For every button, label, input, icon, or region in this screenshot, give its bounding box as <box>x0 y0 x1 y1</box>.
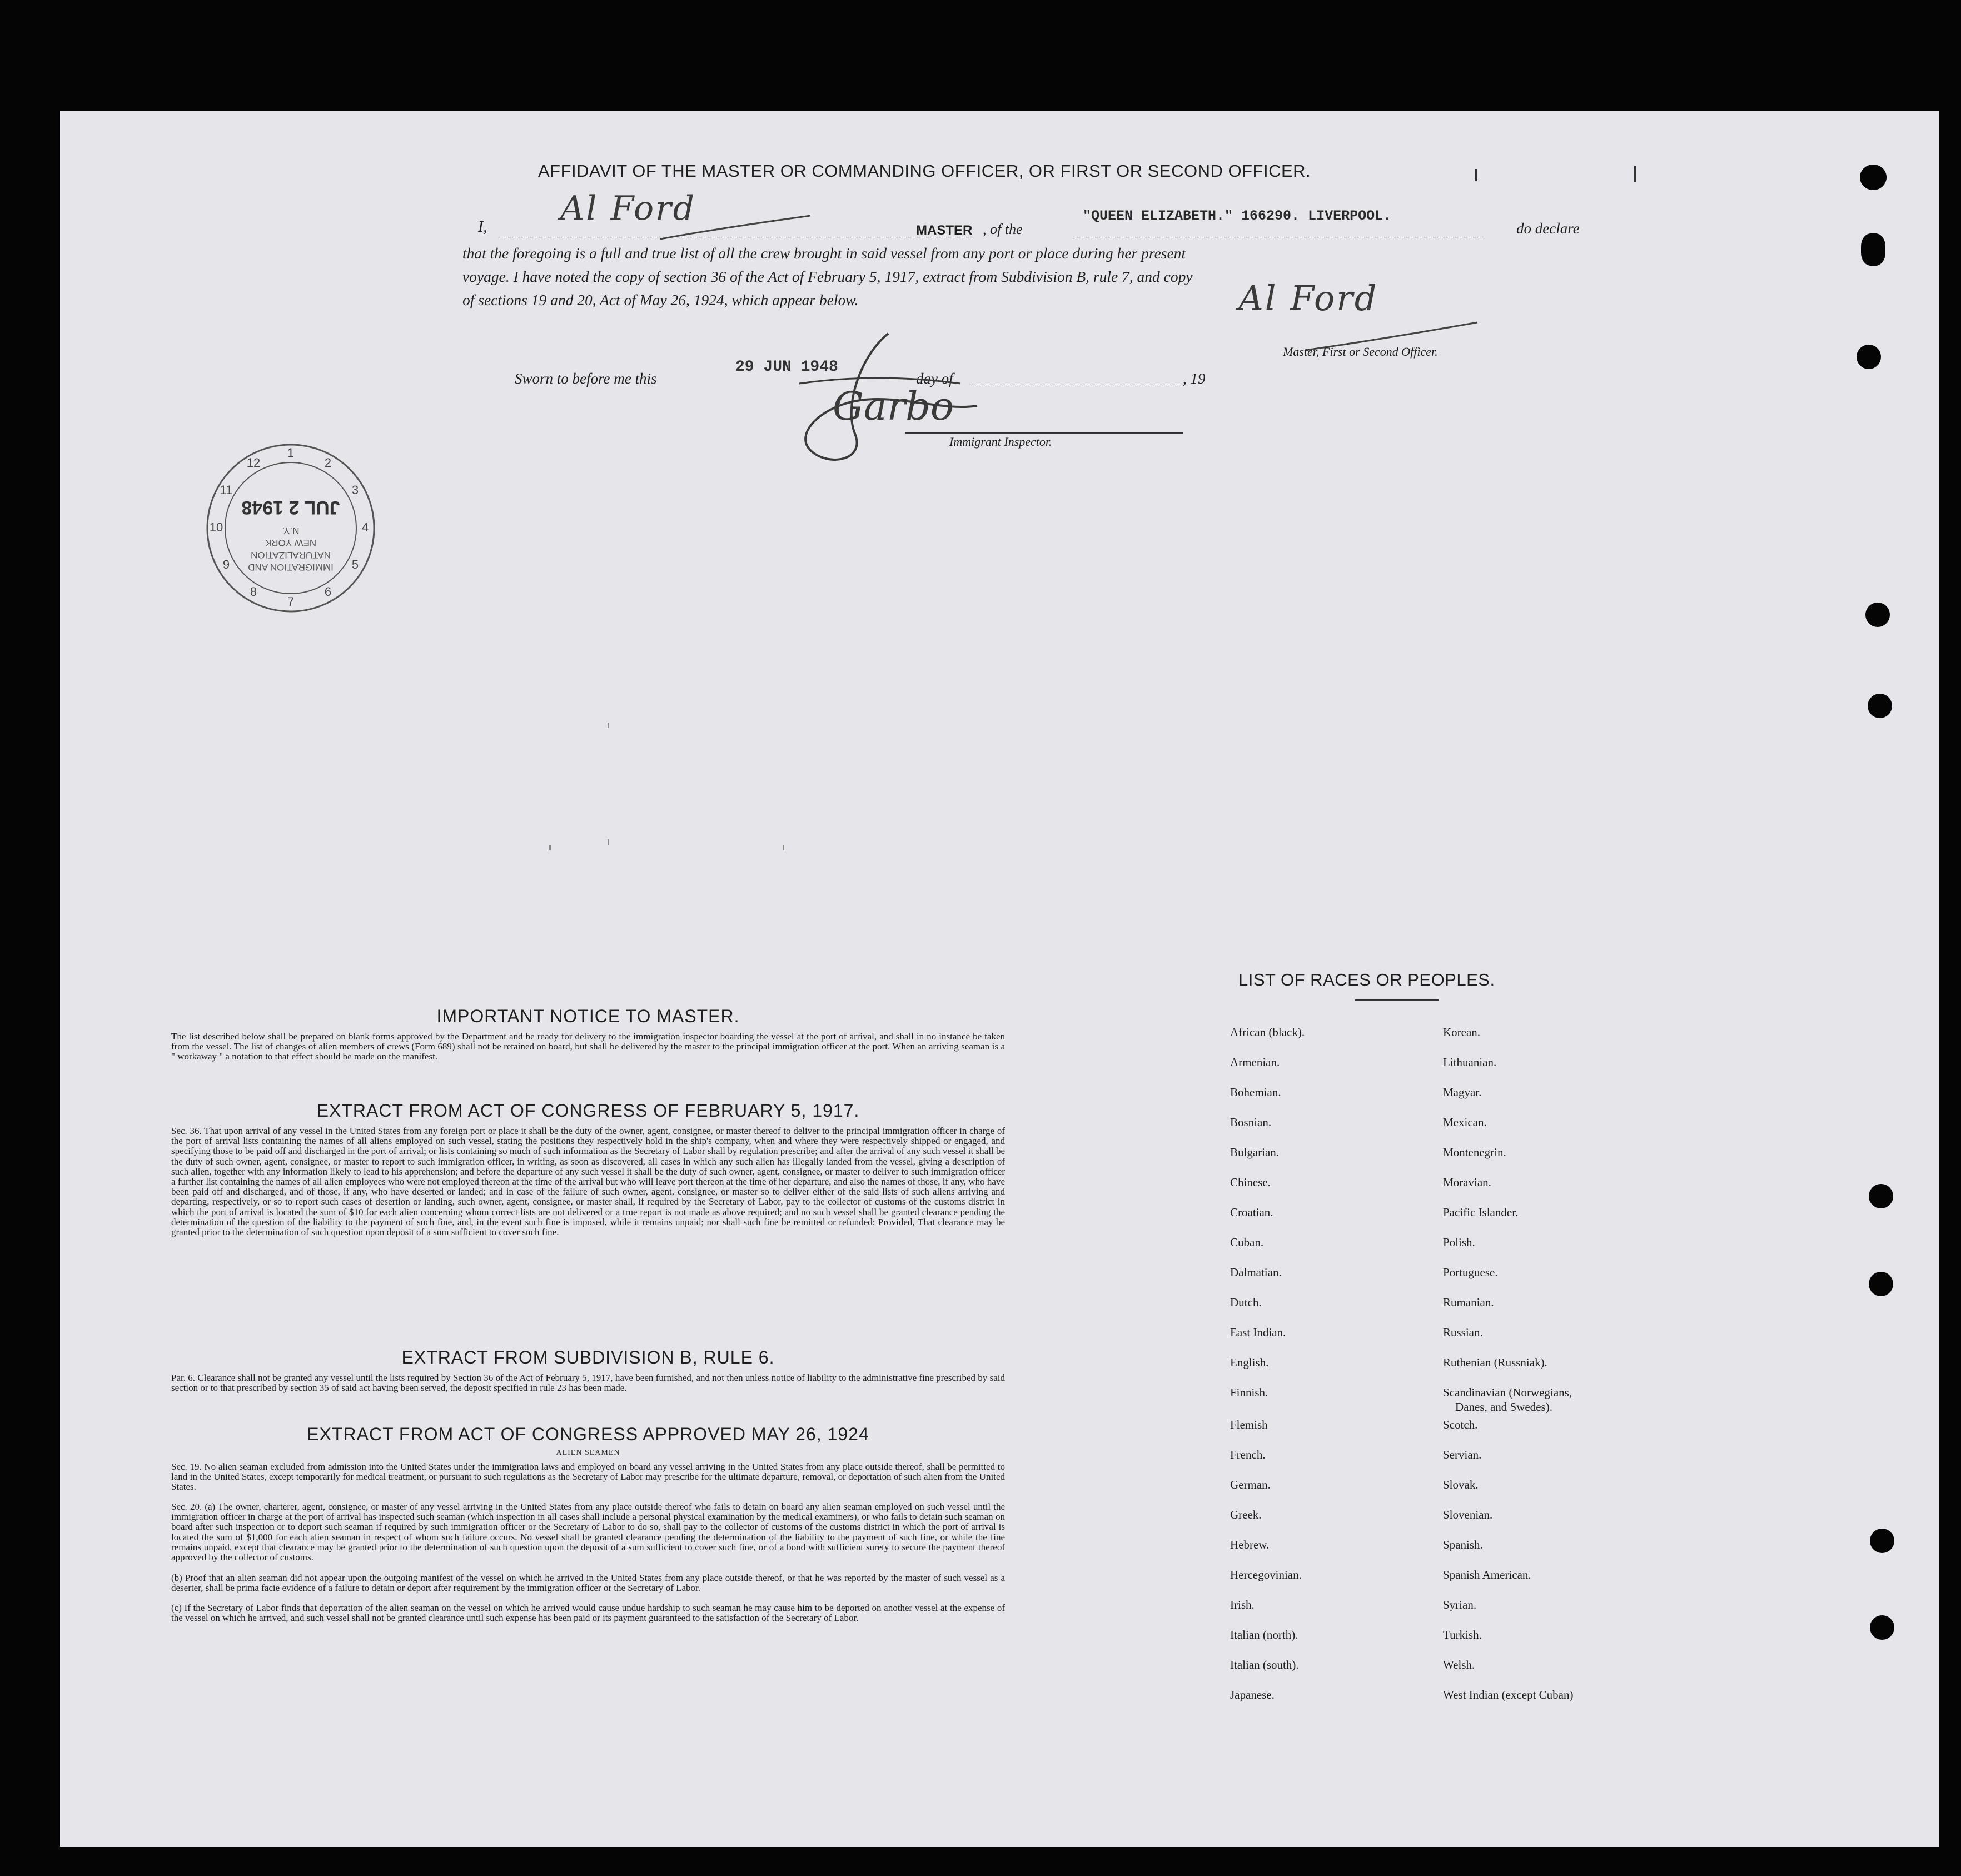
signature-flourish <box>777 322 988 472</box>
receipt-stamp <box>202 439 380 617</box>
race-item: French. <box>1230 1448 1266 1461</box>
race-item: Spanish. <box>1443 1538 1483 1551</box>
race-item: Greek. <box>1230 1508 1262 1521</box>
race-item: Mexican. <box>1443 1116 1487 1129</box>
race-item: Scandinavian (Norwegians, <box>1443 1386 1572 1399</box>
race-item: West Indian (except Cuban) <box>1443 1688 1574 1701</box>
extract-1924-sec19: Sec. 19. No alien seaman excluded from admission into the United States under the immigration laws and employed on board any vessel arriving in the United States from any place outside thereof, shall be permitted to land in the United States, except temporarily for medical treatment, or pursuant to such regulations as the Secretary of Labor may prescribe for the ultimate departure, removal, or deportation of such alien from the United States. <box>171 1461 1005 1492</box>
binder-hole <box>1869 1184 1893 1208</box>
binder-hole <box>1865 603 1890 627</box>
stamp-line-4: N.Y. <box>282 525 300 536</box>
officer-signature: Al Ford <box>1238 278 1378 319</box>
faint-tick <box>608 723 609 728</box>
inspector-line <box>905 432 1183 434</box>
extract-1924-sec20a: Sec. 20. (a) The owner, charterer, agent, consignee, or master of any vessel arriving in the United States from any place outside thereof who fails to detain on board any alien seaman employed on such vessel until the immigration officer in charge at the port of arrival has inspected such seaman (which inspection in all cases shall include a personal physical examination by the medical examiners), or who fails to detain such seaman on board after such inspection or to deport such seaman if required by such immigration officer or the Secretary of Labor to do so, shall pay to the collector of customs of the customs district in which the port of arrival is located the sum of $1,000 for each alien seaman in respect of whom such failure occurs. No vessel shall be granted clearance pending the determination of the liability to the payment of such fine, or while the fine remains unpaid, except that clearance may be granted prior to the determination of such question upon the deposit of a sum sufficient to cover such fine, or of a bond with sufficient surety to secure the payment thereof approved by the collector of customs. <box>171 1501 1005 1563</box>
race-item: Slovak. <box>1443 1478 1479 1491</box>
race-item: Korean. <box>1443 1026 1481 1039</box>
race-item: Syrian. <box>1443 1598 1477 1611</box>
stamp-ring-number: 2 <box>324 455 332 470</box>
declare-text: do declare <box>1516 220 1580 237</box>
race-item: Slovenian. <box>1443 1508 1493 1521</box>
stamp-line-2: NATURALIZATION <box>251 550 331 560</box>
vessel-name-stamp: "QUEEN ELIZABETH." 166290. LIVERPOOL. <box>1083 208 1392 224</box>
race-item-continuation: Danes, and Swedes). <box>1455 1400 1552 1414</box>
binder-hole <box>1860 165 1887 190</box>
race-item: African (black). <box>1230 1026 1305 1039</box>
statement-line-3: of sections 19 and 20, Act of May 26, 1924, which appear below. <box>462 291 859 308</box>
races-title-rule <box>1355 999 1439 1001</box>
subdivision-title: EXTRACT FROM SUBDIVISION B, RULE 6. <box>401 1347 775 1367</box>
race-item: Hebrew. <box>1230 1538 1270 1551</box>
race-item: Italian (north). <box>1230 1628 1298 1641</box>
faint-tick <box>549 845 551 850</box>
stamp-ring-number: 4 <box>361 520 369 534</box>
binder-hole <box>1870 1529 1894 1553</box>
stamp-line-3: NEW YORK <box>265 538 317 548</box>
extract-1924-sec20c: (c) If the Secretary of Labor finds that deportation of the alien seaman on the vessel on which he arrived would cause undue hardship to such seaman he may cause him to be deported on another vessel at the expense of the vessel on which he arrived, and such vessel shall not be granted clearance until such expense has been paid or its payment guaranteed to the satisfaction of the Secretary of Labor. <box>171 1603 1005 1624</box>
signature-stroke <box>655 211 822 245</box>
races-title: LIST OF RACES OR PEOPLES. <box>1238 970 1495 989</box>
subdivision-body: Par. 6. Clearance shall not be granted any vessel until the lists required by Section 36 of the Act of February 5, 1917, have been furnished, and not then unless notice of liability to the administrative fine prescribed by said section or to that prescribed by section 35 of said act having been served, the deposit specified in rule 23 has been made. <box>171 1372 1005 1394</box>
binder-hole <box>1861 233 1885 266</box>
race-item: Servian. <box>1443 1448 1482 1461</box>
race-item: Japanese. <box>1230 1688 1275 1701</box>
statement-line-2: voyage. I have noted the copy of section 36 of the Act of February 5, 1917, extract from Subdivision B, rule 7, and copy <box>462 268 1193 285</box>
stamp-ring-number: 9 <box>222 558 230 571</box>
race-item: Finnish. <box>1230 1386 1268 1399</box>
race-item: Bulgarian. <box>1230 1146 1280 1159</box>
faint-tick <box>783 845 784 850</box>
race-item: East Indian. <box>1230 1326 1286 1339</box>
race-item: Pacific Islander. <box>1443 1206 1519 1219</box>
race-item: Bosnian. <box>1230 1116 1272 1129</box>
race-item: Scotch. <box>1443 1418 1478 1431</box>
master-name-signature: Al Ford <box>560 189 696 228</box>
pronoun-i: I, <box>478 218 487 236</box>
race-item: Polish. <box>1443 1236 1475 1249</box>
race-item: Montenegrin. <box>1443 1146 1506 1159</box>
race-item: Ruthenian (Russniak). <box>1443 1356 1547 1369</box>
sworn-date-stamp: 29 JUN 1948 <box>735 359 838 376</box>
stamp-ring-number: 7 <box>287 595 295 609</box>
receipt-stamp-text <box>202 439 380 617</box>
margin-tick <box>1475 169 1477 181</box>
statement-line-1: that the foregoing is a full and true list of all the crew brought in said vessel from any port or place during her present <box>462 245 1186 262</box>
race-item: Croatian. <box>1230 1206 1273 1219</box>
race-item: Rumanian. <box>1443 1296 1494 1309</box>
year-prefix: , 19 <box>1183 370 1206 387</box>
extract-1924-subtitle: ALIEN SEAMEN <box>556 1449 620 1457</box>
race-item: English. <box>1230 1356 1269 1369</box>
master-label: MASTER <box>916 223 973 238</box>
race-item: Cuban. <box>1230 1236 1264 1249</box>
extract-1924-sec20b: (b) Proof that an alien seaman did not appear upon the outgoing manifest of the vessel on which he arrived in the United States from any place outside thereof, or that he was reported by the master of such vessel as a deserter, shall be prima facie evidence of a failure to detain or deport after requirement by the immigration officer or the Secretary of Labor. <box>171 1573 1005 1594</box>
stamp-ring-number: 12 <box>246 455 261 470</box>
extract-1917-title: EXTRACT FROM ACT OF CONGRESS OF FEBRUARY 5, 1917. <box>316 1101 860 1121</box>
binder-hole <box>1868 694 1892 718</box>
stamp-ring-number: 1 <box>287 446 295 460</box>
stamp-date: JUL 2 1948 <box>241 497 340 518</box>
race-item: Spanish American. <box>1443 1568 1531 1581</box>
notice-body: The list described below shall be prepared on blank forms approved by the Department and be ready for delivery to the immigration inspector boarding the vessel at the port of arrival, and shall in no instance be taken from the vessel. The list of changes of alien members of crews (Form 689) shall not be retained on board, but shall be delivered by the master to the principal immigration officer at the port. When an arriving seaman is a " workaway " a notation to that effect should be made on the manifest. <box>171 1031 1005 1062</box>
race-item: Armenian. <box>1230 1056 1280 1069</box>
race-item: Irish. <box>1230 1598 1255 1611</box>
race-item: Bohemian. <box>1230 1086 1281 1099</box>
form-sheet <box>60 111 1939 1847</box>
race-item: Dalmatian. <box>1230 1266 1282 1279</box>
binder-hole <box>1857 345 1881 369</box>
race-item: Flemish <box>1230 1418 1268 1431</box>
notice-title: IMPORTANT NOTICE TO MASTER. <box>436 1006 740 1026</box>
race-item: Hercegovinian. <box>1230 1568 1302 1581</box>
race-item: Turkish. <box>1443 1628 1482 1641</box>
race-item: Welsh. <box>1443 1658 1475 1671</box>
stamp-ring-number: 5 <box>351 558 359 571</box>
extract-1924-title: EXTRACT FROM ACT OF CONGRESS APPROVED MAY 26, 1924 <box>307 1424 869 1444</box>
race-item: Portuguese. <box>1443 1266 1498 1279</box>
race-item: Dutch. <box>1230 1296 1262 1309</box>
officer-caption: Master, First or Second Officer. <box>1283 345 1438 359</box>
margin-tick <box>1634 166 1636 182</box>
sworn-text: Sworn to before me this <box>515 370 657 387</box>
race-item: Italian (south). <box>1230 1658 1299 1671</box>
stamp-line-1: IMMIGRATION AND <box>248 562 334 573</box>
binder-hole <box>1870 1615 1894 1640</box>
race-item: Chinese. <box>1230 1176 1271 1189</box>
race-item: Magyar. <box>1443 1086 1482 1099</box>
faint-tick <box>608 839 609 845</box>
affidavit-title: AFFIDAVIT OF THE MASTER OR COMMANDING OFFICER, OR FIRST OR SECOND OFFICER. <box>538 161 1311 181</box>
inspector-caption: Immigrant Inspector. <box>949 435 1052 449</box>
stamp-ring-number: 11 <box>220 483 233 497</box>
stamp-ring-number: 3 <box>351 483 359 497</box>
race-item: German. <box>1230 1478 1271 1491</box>
race-item: Russian. <box>1443 1326 1483 1339</box>
stamp-ring-number: 6 <box>324 585 332 599</box>
stamp-ring-number: 10 <box>209 520 223 534</box>
stamp-ring-number: 8 <box>250 585 257 599</box>
of-the-text: , of the <box>983 221 1023 237</box>
binder-hole <box>1869 1272 1893 1296</box>
day-of-text: day of <box>916 370 953 387</box>
inspector-signature: Garbo <box>833 384 954 429</box>
extract-1917-body: Sec. 36. That upon arrival of any vessel in the United States from any foreign port or place it shall be the duty of the owner, agent, consignee, or master thereof to deliver to the principal immigration officer in charge of the port of arrival lists containing the names of all aliens employed on such vessel, stating the positions they respectively hold in the ship's company, when and where they were respectively shipped or engaged, and specifying those to be paid off and discharged in the port of arrival; or lists containing so much of such information as the Secretary of Labor shall by regulation prescribe; and after the arrival of any such vessel it shall be the duty of such owner, agent, consignee, or master to report to such immigration officer, in writing, as soon as discovered, all cases in which any such alien has illegally landed from the vessel, giving a description of such alien, together with any information likely to lead to his apprehension; and before the departure of any such vessel it shall be the duty of such owner, agent, consignee, or master to deliver to such immigration officer a further list containing the names of all alien employees who were not employed thereon at the time of the arrival but who will leave port thereon at the time of her departure, and also the names of those, if any, who have been paid off and discharged, and of those, if any, who have deserted or landed; and in case of the failure of such owner, agent, consignee, or master so to deliver either of the said lists of such aliens arriving and departing, respectively, or so to report such cases of desertion or landing, such owner, agent, consignee, or master shall, if required by the Secretary of Labor, pay to the collector of customs of the customs district in which the port of arrival is located the sum of $10 for each alien concerning whom correct lists are not delivered or a true report is not made as above required; and no such vessel shall be granted clearance pending the determination of the question of the liability to the payment of such fine, and, in the event such fine is imposed, while it remains unpaid; nor shall such fine be remitted or refunded: Provided, That clearance may be granted prior to the determination of such question upon deposit of a sum sufficient to cover such fine. <box>171 1126 1005 1238</box>
race-item: Lithuanian. <box>1443 1056 1497 1069</box>
race-item: Moravian. <box>1443 1176 1491 1189</box>
